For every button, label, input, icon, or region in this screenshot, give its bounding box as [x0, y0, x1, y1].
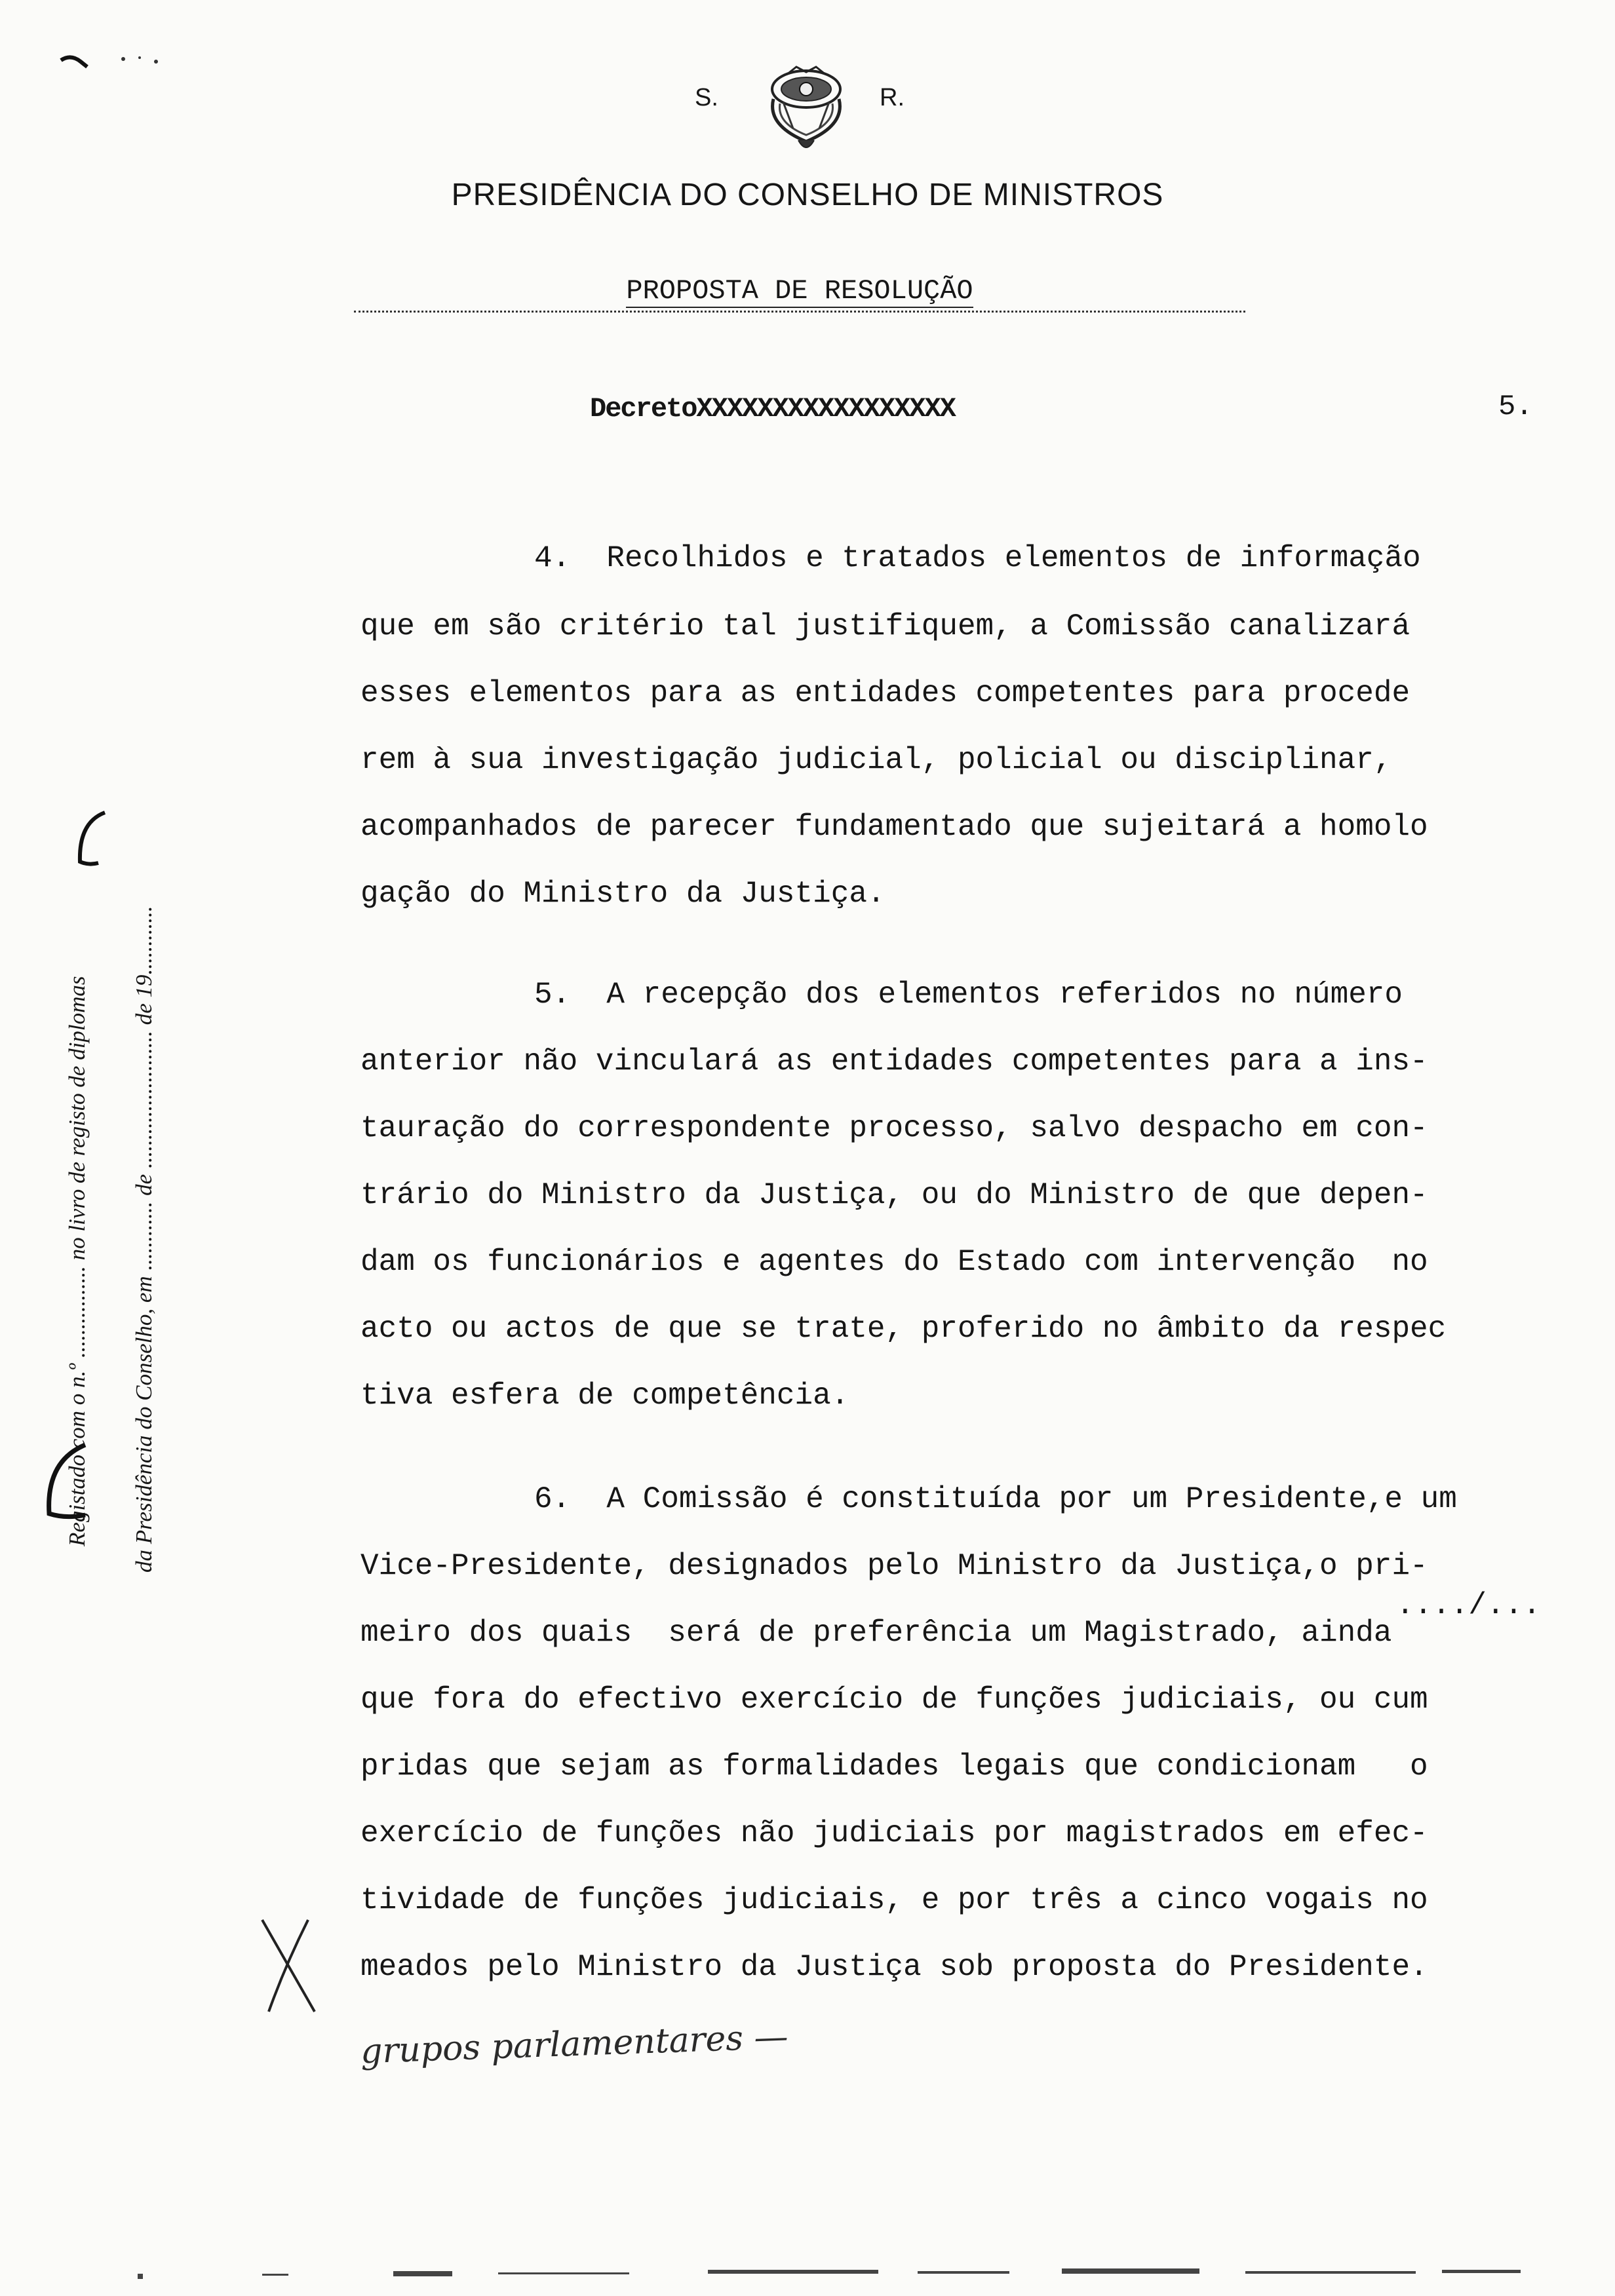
body-line: tauração do correspondente processo, salvo despacho em con- [360, 1111, 1428, 1145]
continuation-mark: ..../... [1396, 1588, 1541, 1622]
margin-bracket-mark [39, 1442, 92, 1520]
handwritten-note: grupos parlamentares — [360, 2017, 789, 2072]
office-title: PRESIDÊNCIA DO CONSELHO DE MINISTROS [451, 178, 1164, 212]
body-line: gação do Ministro da Justiça. [360, 877, 885, 911]
body-line: pridas que sejam as formalidades legais que condicionam o [360, 1750, 1428, 1784]
body-line: meados pelo Ministro da Justiça sob proposta do Presidente. [360, 1950, 1428, 1984]
body-line: esses elementos para as entidades competentes para procede [360, 676, 1411, 710]
handwritten-x-mark [249, 1913, 328, 2018]
corner-scribble-mark [58, 47, 176, 80]
body-line: rem à sua investigação judicial, policial ou disciplinar, [360, 743, 1392, 777]
header-letter-r: R. [880, 84, 905, 111]
scan-edge-noise [0, 2254, 1615, 2296]
body-line: que em são critério tal justifiquem, a Comissão canalizará [360, 609, 1411, 643]
page-number: 5. [1498, 391, 1533, 423]
coat-of-arms-emblem [747, 63, 865, 161]
body-line: exercício de funções não judiciais por magistrados em efec- [360, 1816, 1428, 1850]
body-line: Vice-Presidente, designados pelo Ministro da Justiça,o pri- [360, 1549, 1428, 1583]
decree-strikeout-line: DecretoXXXXXXXXXXXXXXXXX [590, 393, 955, 425]
body-line: acto ou actos de que se trate, proferido no âmbito da respec [360, 1312, 1447, 1346]
body-line: que fora do efectivo exercício de funções judiciais, ou cum [360, 1683, 1428, 1717]
margin-bracket-mark [72, 809, 111, 868]
body-line: meiro dos quais será de preferência um Magistrado, ainda [360, 1616, 1392, 1650]
margin-register-text: Registado com o n.º ................ no livro de registo de diplomas [64, 976, 90, 1546]
body-line: tividade de funções judiciais, e por três a cinco vogais no [360, 1883, 1428, 1917]
document-type-label: PROPOSTA DE RESOLUÇÃO [626, 275, 973, 307]
body-line: 6. A Comissão é constituída por um Presidente,e um [534, 1482, 1457, 1516]
document-type-heading [354, 275, 1245, 313]
body-line: 5. A recepção dos elementos referidos no número [534, 978, 1403, 1012]
margin-council-text: da Presidência do Conselho, em ............ de ........................ de 19............ [131, 906, 157, 1573]
body-line: dam os funcionários e agentes do Estado com intervenção no [360, 1245, 1428, 1279]
body-line: trário do Ministro da Justiça, ou do Ministro de que depen- [360, 1178, 1428, 1212]
body-line: tiva esfera de competência. [360, 1379, 849, 1413]
body-line: acompanhados de parecer fundamentado que sujeitará a homolo [360, 810, 1428, 844]
body-line: 4. Recolhidos e tratados elementos de informação [534, 541, 1421, 575]
body-line: anterior não vinculará as entidades competentes para a ins- [360, 1044, 1428, 1079]
header-letter-s: S. [695, 84, 718, 111]
